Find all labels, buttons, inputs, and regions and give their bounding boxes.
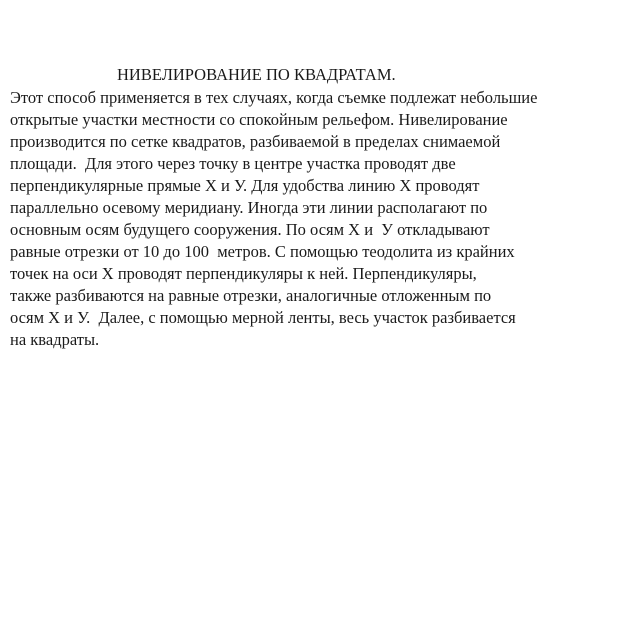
- text-line: параллельно осевому меридиану. Иногда эти линии располагают по: [10, 198, 488, 217]
- text-line: точек на оси Х проводят перпендикуляры к ней. Перпендикуляры,: [10, 264, 477, 283]
- document-body: [10, 87, 537, 351]
- text-line: на квадраты.: [10, 330, 100, 349]
- document-title: НИВЕЛИРОВАНИЕ ПО КВАДРАТАМ.: [117, 65, 396, 84]
- text-line: осям Х и У. Далее, с помощью мерной ленты, весь участок разбивается: [10, 308, 516, 327]
- text-line: равные отрезки от 10 до 100 метров. С помощью теодолита из крайних: [10, 242, 515, 261]
- text-line: Этот способ применяется в тех случаях, когда съемке подлежат небольшие: [10, 88, 538, 107]
- text-line: также разбиваются на равные отрезки, аналогичные отложенным по: [10, 286, 492, 305]
- text-line: основным осям будущего сооружения. По осям Х и У откладывают: [10, 220, 490, 239]
- text-line: перпендикулярные прямые Х и У. Для удобства линию Х проводят: [10, 176, 480, 195]
- text-line: площади. Для этого через точку в центре участка проводят две: [10, 154, 456, 173]
- text-line: открытые участки местности со спокойным рельефом. Нивелирование: [10, 110, 508, 129]
- text-line: производится по сетке квадратов, разбиваемой в пределах снимаемой: [10, 132, 501, 151]
